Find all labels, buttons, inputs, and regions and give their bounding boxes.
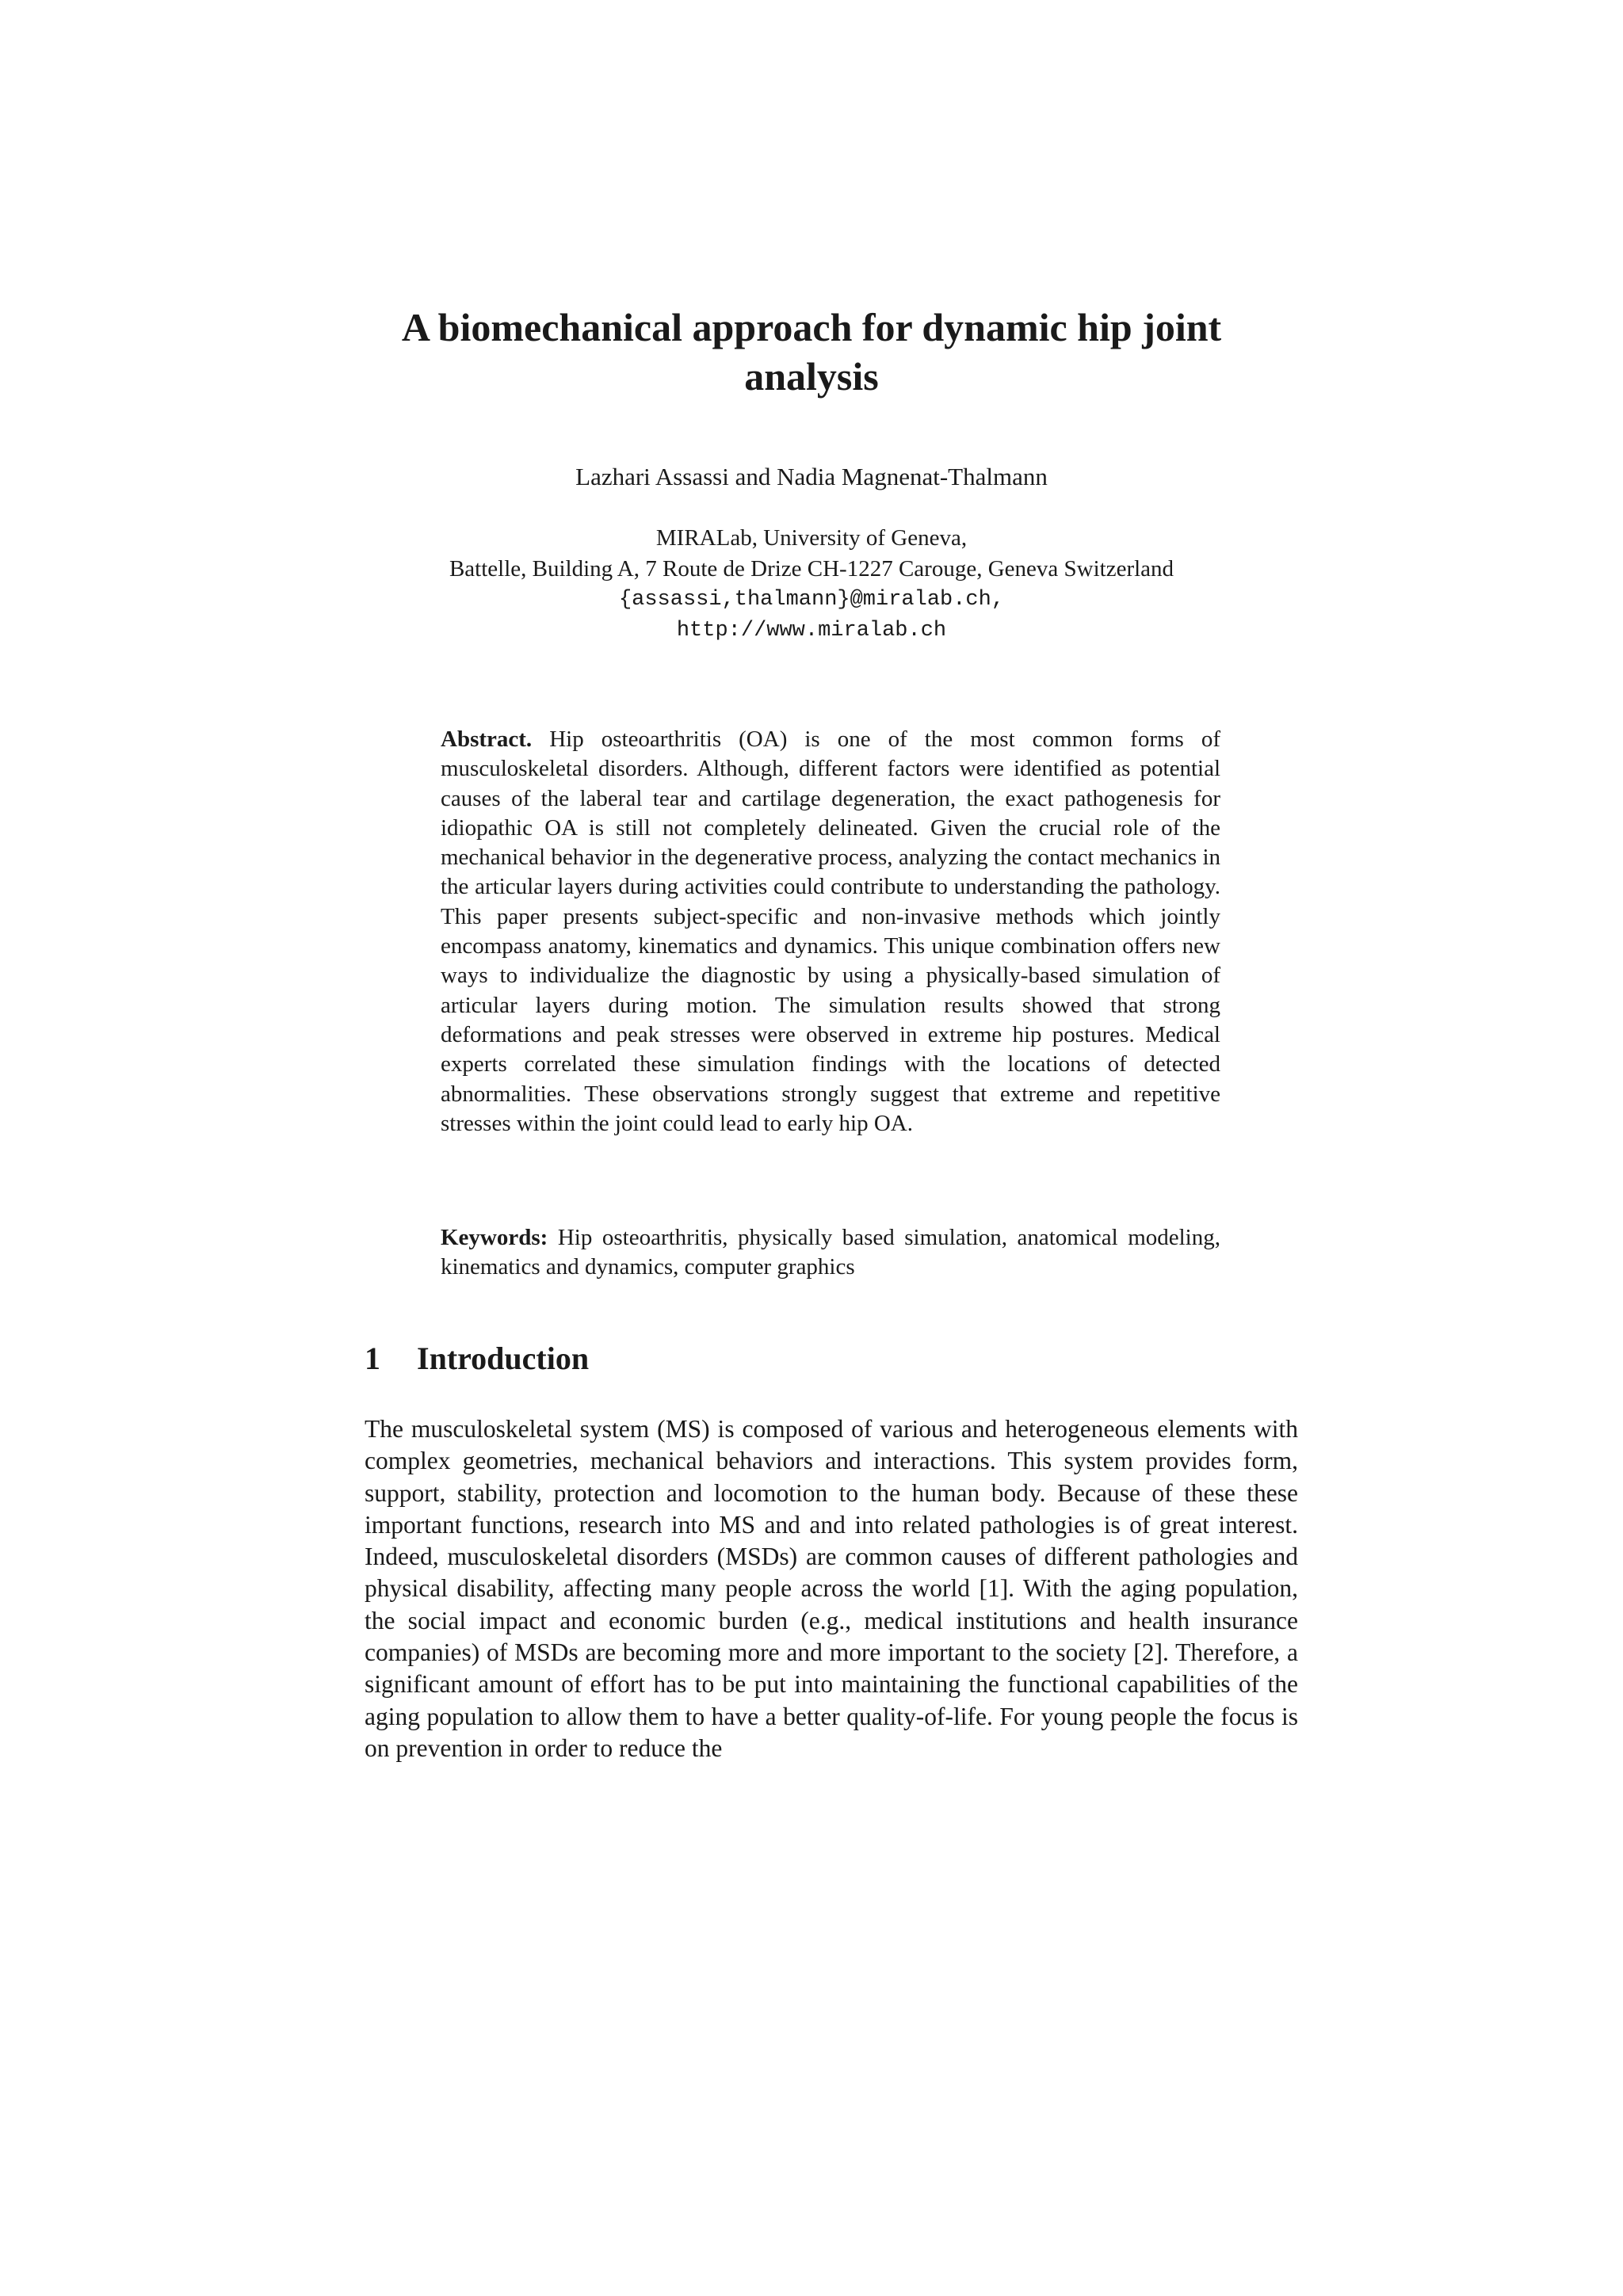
affiliation-institution: MIRALab, University of Geneva,: [655, 525, 968, 551]
lab-url: http://www.miralab.ch: [676, 619, 947, 643]
abstract-paragraph: [441, 725, 1220, 1138]
introduction-paragraph: The musculoskeletal system (MS) is composed of various and heterogeneous elements with complex geometries, mechanical behaviors and interactions. This system provides form, support, stability, protection and locomotion to the human body. Because of these these important functions, research into MS and and into related pathologies is of great interest. Indeed, musculoskeletal disorders (MSDs) are common causes of different pathologies and physical disability, affecting many people across the world [1]. With the aging population, the social impact and economic burden (e.g., medical institutions and health insurance companies) of MSDs are becoming more and more important to the society [2]. Therefore, a significant amount of effort has to be put into maintaining the functional capabilities of the aging population to allow them to have a better quality-of-life. For young people the focus is on prevention in order to reduce the: [365, 1415, 1298, 1762]
section-title: Introduction: [417, 1341, 590, 1376]
author-email: {assassi,thalmann}@miralab.ch,: [618, 588, 1005, 612]
abstract-label: Abstract.: [441, 727, 533, 752]
affiliation-address: Battelle, Building A, 7 Route de Drize CH-1227 Carouge, Geneva Switzerland: [449, 556, 1174, 582]
keywords-label: Keywords:: [441, 1225, 548, 1250]
paper-title: A biomechanical approach for dynamic hip joint analysis: [401, 305, 1222, 399]
section-number: 1: [365, 1341, 380, 1376]
section-heading-introduction: [365, 1339, 589, 1379]
keywords-text: Hip osteoarthritis, physically based simulation, anatomical modeling, kinematics and dynamics, computer graphics: [441, 1225, 1220, 1280]
keywords-paragraph: [441, 1223, 1220, 1283]
affiliation-block: [238, 523, 1385, 646]
author-list: Lazhari Assassi and Nadia Magnenat-Thalmann: [575, 463, 1048, 490]
abstract-text: Hip osteoarthritis (OA) is one of the most common forms of musculoskeletal disorders. Although, different factors were identified as potential causes of the laberal tear and cartilage degeneration, the exact pathogenesis for idiopathic OA is still not completely delineated. Given the crucial role of the mechanical behavior in the degenerative process, analyzing the contact mechanics in the articular layers during activities could contribute to understanding the pathology. This paper presents subject-specific and non-invasive methods which jointly encompass anatomy, kinematics and dynamics. This unique combination offers new ways to individualize the diagnostic by using a physically-based simulation of articular layers during motion. The simulation results showed that strong deformations and peak stresses were observed in extreme hip postures. Medical experts correlated these simulation findings with the locations of detected abnormalities. These observations strongly suggest that extreme and repetitive stresses within the joint could lead to early hip OA.: [441, 727, 1221, 1136]
